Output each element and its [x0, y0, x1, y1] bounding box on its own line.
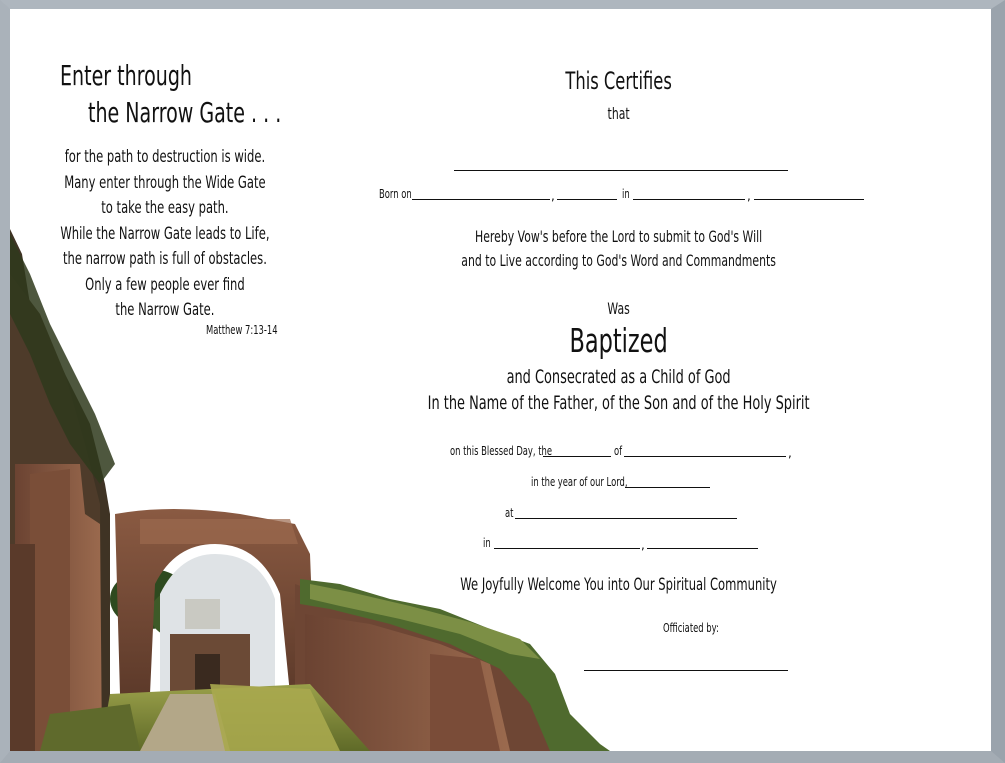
verse-reference: Matthew 7:13-14 [206, 323, 278, 337]
verse-line: to take the easy path. [101, 198, 229, 218]
born-in-label: in [622, 187, 630, 201]
of-label: of [614, 444, 623, 458]
church-state-line [647, 548, 758, 549]
vow-line2: and to Live according to God's Word and Commandments [461, 251, 776, 270]
birth-city-line [633, 199, 745, 200]
that-text: that [607, 104, 630, 123]
church-city-line [494, 548, 640, 549]
welcome-text: We Joyfully Welcome You into Our Spiritual Community [460, 575, 777, 595]
blessed-day-label: on this Blessed Day, the [450, 444, 553, 458]
baptism-year-line [625, 487, 710, 488]
comma: , [747, 189, 751, 203]
in-label: in [483, 536, 491, 550]
verse-line: the narrow path is full of obstacles. [62, 249, 267, 269]
verse-line: Only a few people ever find [85, 274, 245, 295]
certificate-heading: This Certifies [565, 67, 672, 95]
year-label: in the year of our Lord, [531, 475, 628, 489]
verse-line: for the path to destruction is wide. [64, 147, 266, 167]
verse-title-line2: the Narrow Gate . . . [88, 96, 282, 129]
baptism-day-line [543, 456, 611, 457]
comma: , [551, 189, 555, 203]
baptism-month-line [624, 456, 786, 457]
born-on-label: Born on [379, 187, 412, 201]
consecrated-text: and Consecrated as a Child of God [506, 366, 731, 388]
verse-body [50, 145, 280, 324]
verse-line: the Narrow Gate. [115, 300, 215, 320]
church-name-line [515, 518, 737, 519]
birth-year-line [557, 199, 617, 200]
comma: , [641, 538, 645, 552]
birth-date-line [412, 199, 550, 200]
certificate-body [350, 9, 890, 751]
holy-trinity-text: In the Name of the Father, of the Son and of the Holy Spirit [427, 392, 810, 414]
vow-line1: Hereby Vow's before the Lord to submit to God's Will [475, 227, 763, 246]
was-text: Was [607, 299, 630, 318]
officiated-label: Officiated by: [663, 621, 719, 635]
at-label: at [505, 506, 514, 520]
recipient-name-line [454, 170, 788, 171]
verse-line: While the Narrow Gate leads to Life, [60, 223, 270, 244]
verse-line: Many enter through the Wide Gate [64, 172, 266, 193]
birth-state-line [754, 199, 864, 200]
verse-title-line1: Enter through [60, 59, 192, 92]
certificate-page [10, 9, 991, 751]
baptized-text: Baptized [569, 321, 668, 360]
comma: , [788, 446, 792, 460]
officiant-signature-line [584, 670, 788, 671]
